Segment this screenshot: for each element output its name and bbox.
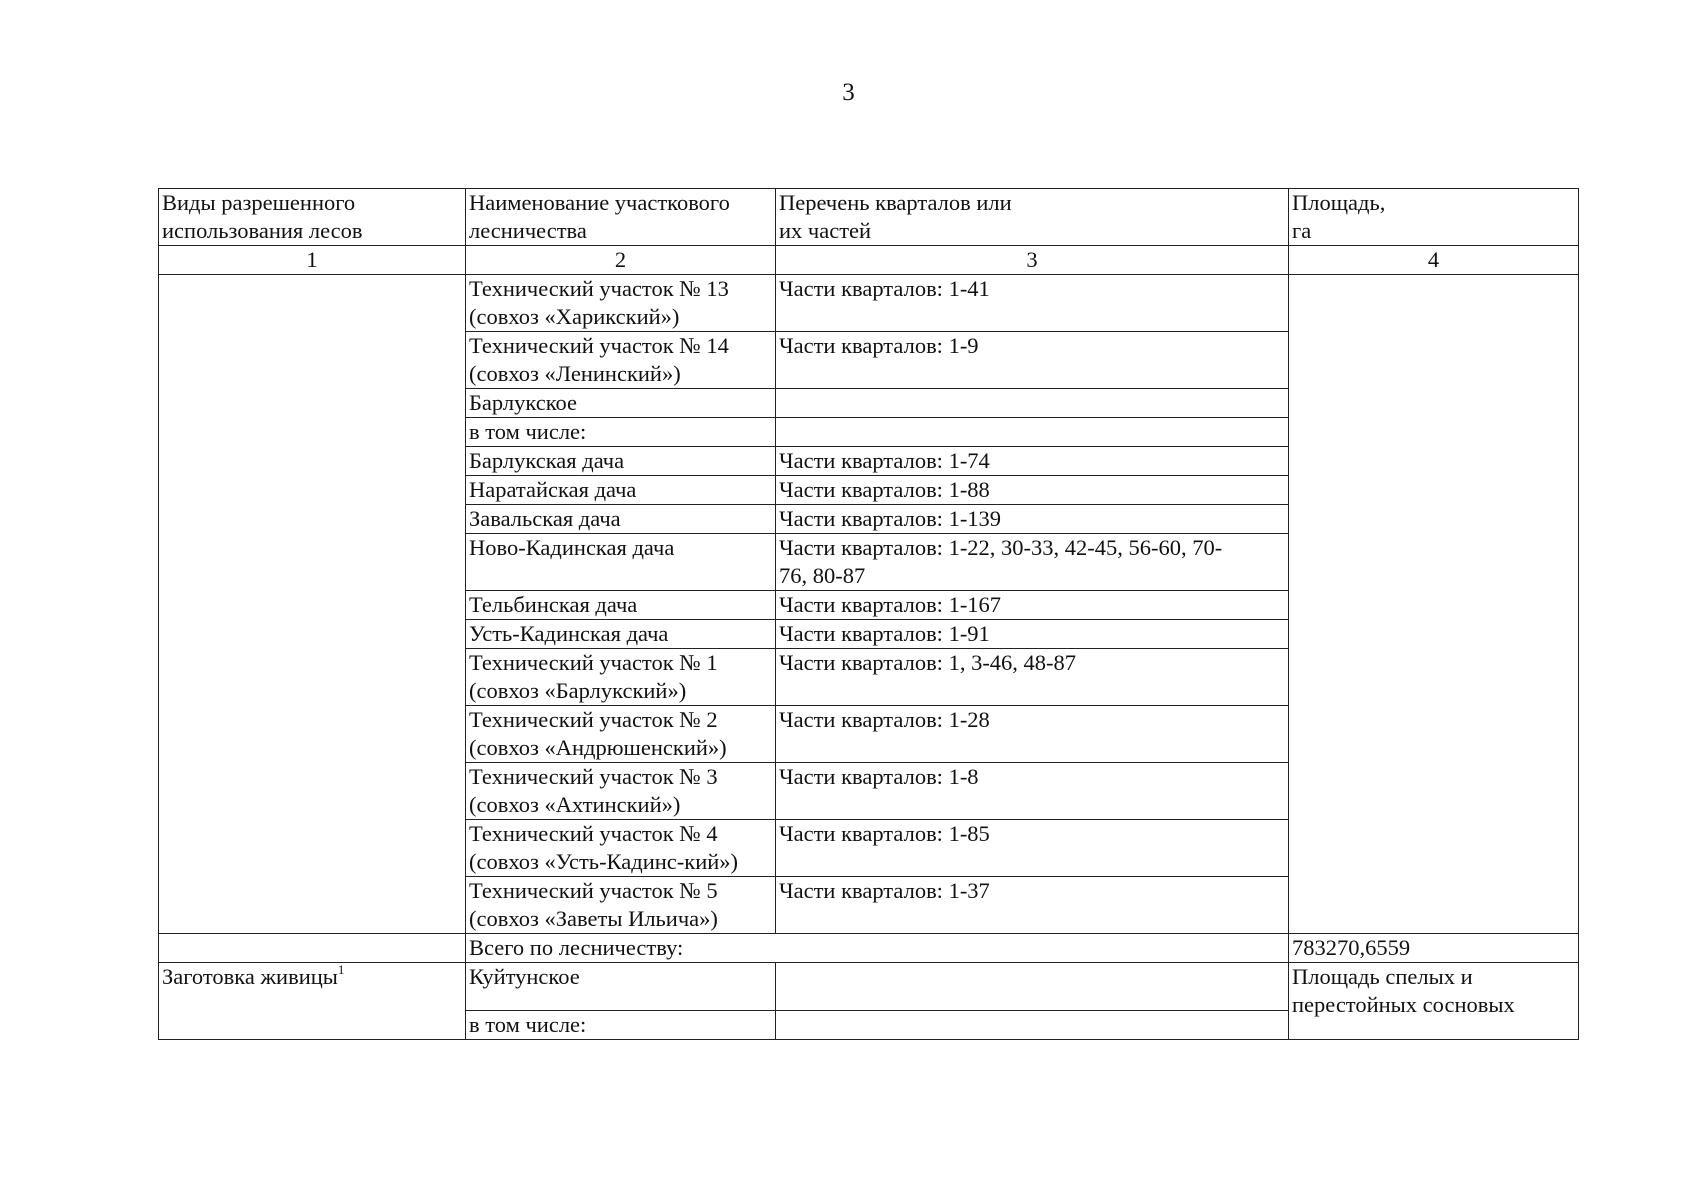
- forestry-name-cell: в том числе:: [466, 1011, 776, 1040]
- forestry-name-cell: Технический участок № 4 (совхоз «Усть-Кадинс-кий»): [466, 820, 776, 877]
- area-cell-empty: [1289, 275, 1579, 934]
- forestry-name-cell: Технический участок № 1 (совхоз «Барлукский»): [466, 649, 776, 706]
- forestry-name-cell: Тельбинская дача: [466, 591, 776, 620]
- quarters-cell: Части кварталов: 1-88: [776, 476, 1289, 505]
- column-number: 4: [1289, 246, 1579, 275]
- header-area: Площадь, га: [1289, 189, 1579, 246]
- quarters-cell: Части кварталов: 1-91: [776, 620, 1289, 649]
- forest-use-table: [158, 188, 1579, 1040]
- area-note-cell: Площадь спелых и перестойных сосновых: [1289, 963, 1579, 1040]
- forestry-name-cell: Куйтунское: [466, 963, 776, 1011]
- forestry-name-cell: Барлукское: [466, 389, 776, 418]
- quarters-cell: [776, 1011, 1289, 1040]
- table-row: [159, 275, 1579, 332]
- quarters-cell: Части кварталов: 1-167: [776, 591, 1289, 620]
- forestry-name-cell: Усть-Кадинская дача: [466, 620, 776, 649]
- total-label: Всего по лесничеству:: [466, 934, 1289, 963]
- total-row: [159, 934, 1579, 963]
- column-number: 2: [466, 246, 776, 275]
- header-forestry-name: Наименование участкового лесничества: [466, 189, 776, 246]
- quarters-cell: Части кварталов: 1-8: [776, 763, 1289, 820]
- column-number: 3: [776, 246, 1289, 275]
- table-header-row: [159, 189, 1579, 246]
- quarters-cell: [776, 389, 1289, 418]
- use-type-cell: [159, 963, 466, 1040]
- use-type-label: Заготовка живицы: [162, 964, 338, 989]
- quarters-cell: Части кварталов: 1, 3-46, 48-87: [776, 649, 1289, 706]
- forestry-name-cell: Завальская дача: [466, 505, 776, 534]
- column-number: 1: [159, 246, 466, 275]
- forestry-name-cell: в том числе:: [466, 418, 776, 447]
- quarters-cell: [776, 418, 1289, 447]
- forestry-name-cell: Наратайская дача: [466, 476, 776, 505]
- page-number: 3: [842, 79, 855, 106]
- forestry-name-cell: Ново-Кадинская дача: [466, 534, 776, 591]
- quarters-cell: [776, 963, 1289, 1011]
- column-numbers-row: [159, 246, 1579, 275]
- quarters-cell: Части кварталов: 1-41: [776, 275, 1289, 332]
- forestry-name-cell: Барлукская дача: [466, 447, 776, 476]
- header-quarters-list: Перечень кварталов или их частей: [776, 189, 1289, 246]
- quarters-cell: Части кварталов: 1-139: [776, 505, 1289, 534]
- quarters-cell: Части кварталов: 1-74: [776, 447, 1289, 476]
- footnote-mark: 1: [337, 962, 345, 977]
- total-row-empty-cell: [159, 934, 466, 963]
- total-value: 783270,6559: [1289, 934, 1579, 963]
- forestry-name-cell: Технический участок № 13 (совхоз «Харикский»): [466, 275, 776, 332]
- quarters-cell: Части кварталов: 1-22, 30-33, 42-45, 56-60, 70- 76, 80-87: [776, 534, 1289, 591]
- quarters-cell: Части кварталов: 1-85: [776, 820, 1289, 877]
- header-use-type: Виды разрешенного использования лесов: [159, 189, 466, 246]
- forestry-name-cell: Технический участок № 2 (совхоз «Андрюшенский»): [466, 706, 776, 763]
- quarters-cell: Части кварталов: 1-28: [776, 706, 1289, 763]
- forestry-name-cell: Технический участок № 3 (совхоз «Ахтинский»): [466, 763, 776, 820]
- forestry-name-cell: Технический участок № 14 (совхоз «Ленинский»): [466, 332, 776, 389]
- forestry-name-cell: Технический участок № 5 (совхоз «Заветы Ильича»): [466, 877, 776, 934]
- quarters-cell: Части кварталов: 1-37: [776, 877, 1289, 934]
- section-row: [159, 963, 1579, 1011]
- quarters-cell: Части кварталов: 1-9: [776, 332, 1289, 389]
- use-type-cell-empty: [159, 275, 466, 934]
